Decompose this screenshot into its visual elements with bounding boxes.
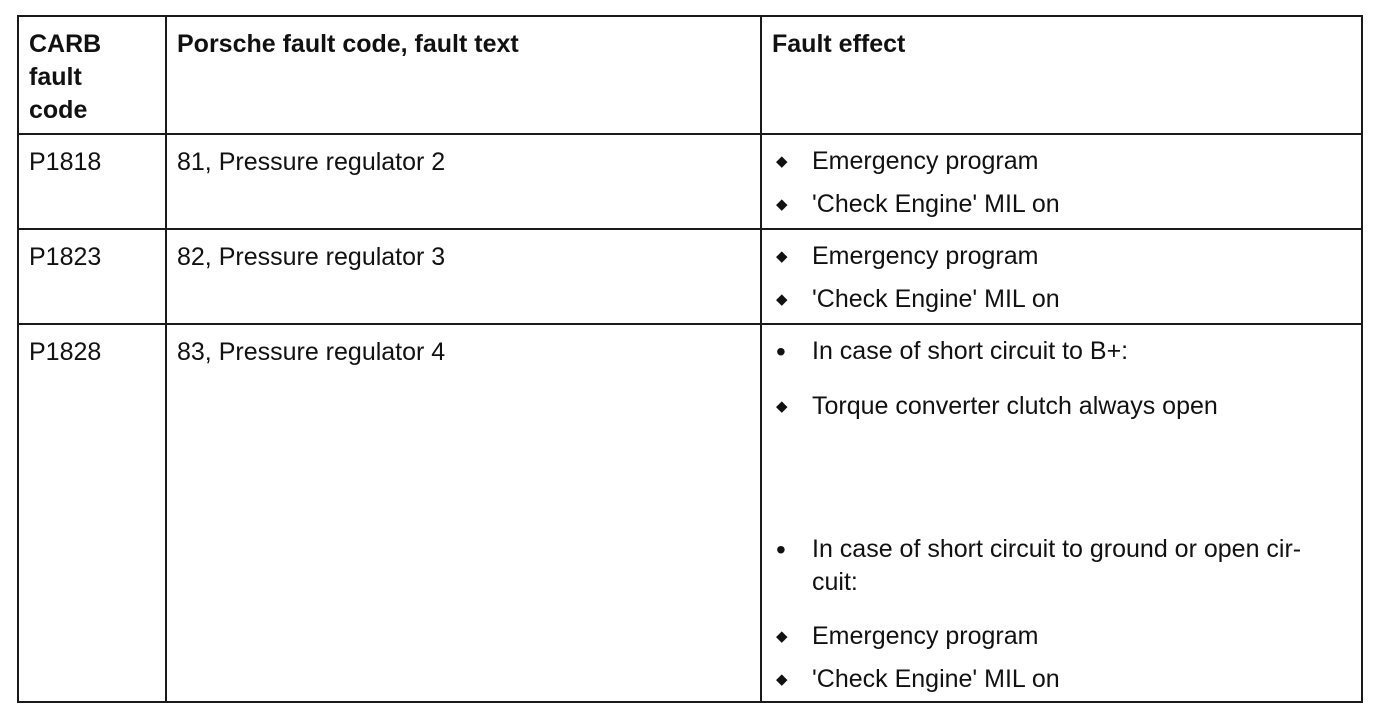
fault-effect-cell — [761, 229, 1362, 324]
porsche-fault-text-cell: 81, Pressure regulator 2 — [166, 134, 761, 229]
diamond-bullet-icon: ◆ — [776, 628, 788, 645]
porsche-fault-text-cell: 82, Pressure regulator 3 — [166, 229, 761, 324]
effect-text: Emergency program — [812, 622, 1039, 650]
table-row — [18, 134, 1362, 229]
diamond-bullet-icon: ◆ — [776, 196, 788, 213]
table-row — [18, 229, 1362, 324]
porsche-fault-text-cell: 83, Pressure regulator 4 — [166, 324, 761, 702]
effect-text: Emergency program — [812, 147, 1039, 175]
effect-text: Torque converter clutch always open — [812, 392, 1218, 420]
diamond-bullet-icon: ◆ — [776, 291, 788, 308]
carb-code-cell: P1818 — [18, 134, 166, 229]
fault-code-table — [17, 15, 1363, 703]
fault-effect-list — [776, 335, 1351, 696]
list-item — [776, 335, 1351, 368]
diamond-bullet-icon: ◆ — [776, 153, 788, 170]
table-row — [18, 324, 1362, 702]
list-item — [776, 283, 1351, 316]
list-item — [776, 145, 1351, 178]
carb-code-cell: P1823 — [18, 229, 166, 324]
fault-effect-cell — [761, 324, 1362, 702]
effect-text: In case of short circuit to ground or open cir-cuit: — [812, 535, 1302, 596]
header-carb-label: CARB fault code — [29, 30, 102, 124]
fault-effect-list — [776, 145, 1351, 221]
header-porsche-fault-code: Porsche fault code, fault text — [166, 16, 761, 134]
effect-text: Emergency program — [812, 242, 1039, 270]
header-fault-effect: Fault effect — [761, 16, 1362, 134]
diamond-bullet-icon: ◆ — [776, 398, 788, 415]
list-item — [776, 390, 1351, 423]
dot-bullet-icon: • — [776, 534, 786, 565]
header-carb-fault-code — [18, 16, 166, 134]
list-item — [776, 663, 1351, 696]
list-item — [776, 240, 1351, 273]
fault-effect-cell — [761, 134, 1362, 229]
effect-text: 'Check Engine' MIL on — [812, 190, 1060, 218]
list-item — [776, 533, 1351, 599]
carb-code-cell: P1828 — [18, 324, 166, 702]
effect-text: In case of short circuit to B+: — [812, 337, 1129, 365]
dot-bullet-icon: • — [776, 336, 786, 367]
effect-text: 'Check Engine' MIL on — [812, 285, 1060, 313]
fault-effect-list — [776, 240, 1351, 316]
diamond-bullet-icon: ◆ — [776, 671, 788, 688]
list-item — [776, 620, 1351, 653]
table-header-row — [18, 16, 1362, 134]
effect-text: 'Check Engine' MIL on — [812, 665, 1060, 693]
list-item — [776, 188, 1351, 221]
diamond-bullet-icon: ◆ — [776, 248, 788, 265]
